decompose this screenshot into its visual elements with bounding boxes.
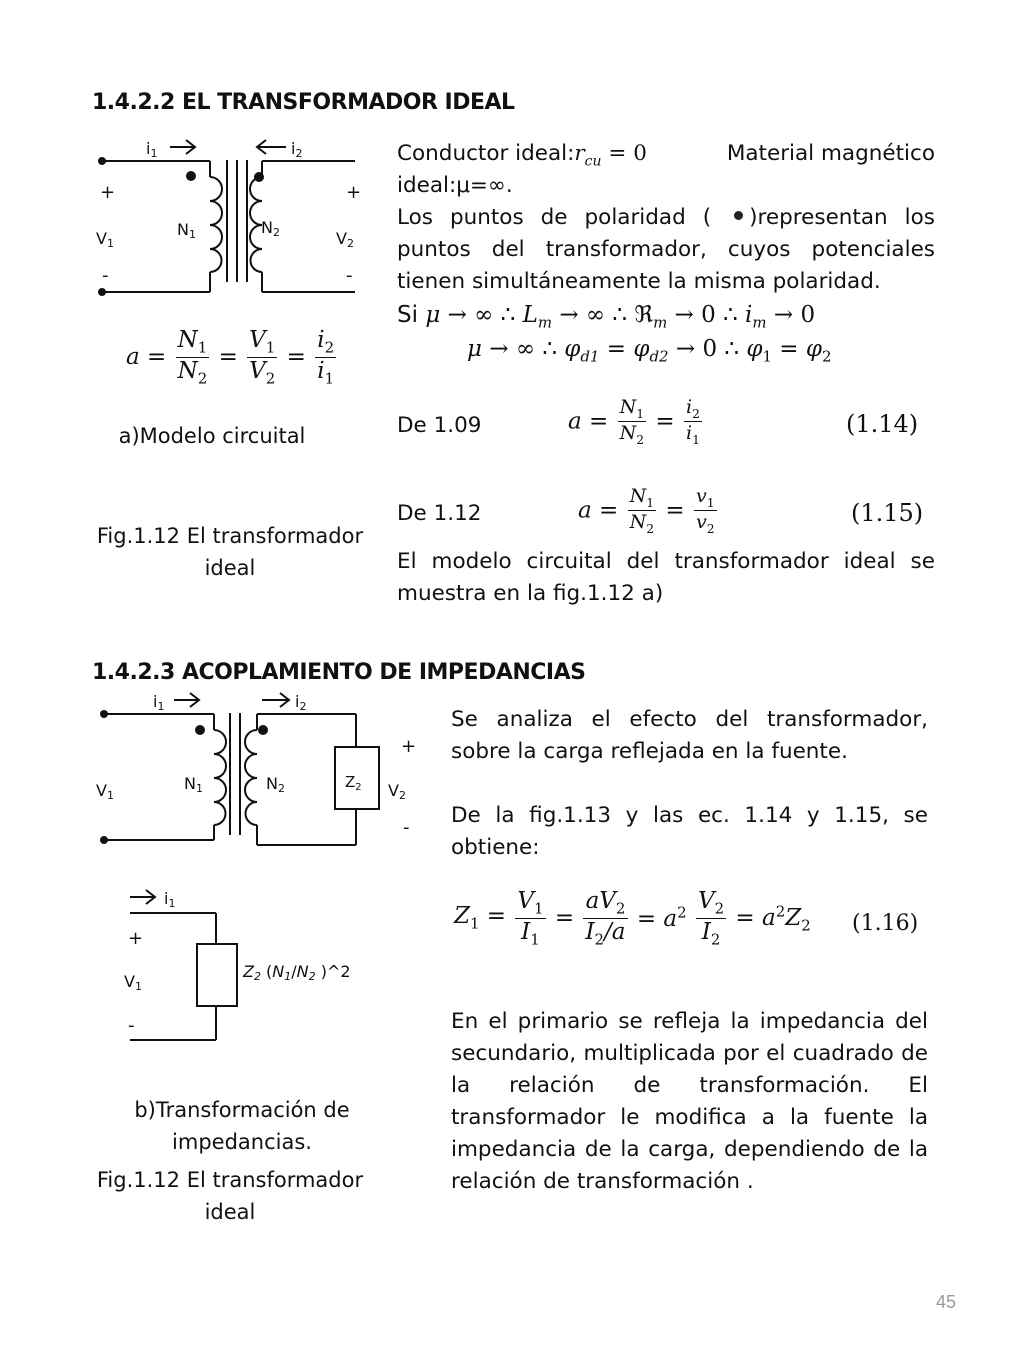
reflected-impedance-circuit-diagram xyxy=(120,880,380,1050)
secondary-minus: - xyxy=(346,265,353,286)
polarity-dot-secondary xyxy=(254,172,264,182)
caption-circuit-model: a)Modelo circuital xyxy=(118,424,306,448)
b-v2-label: V2 xyxy=(388,781,406,802)
page-number: 45 xyxy=(936,1292,957,1312)
analysis-paragraph: Se analiza el efecto del transformador, sobre la carga reflejada en la fuente. xyxy=(451,707,928,764)
primary-plus: + xyxy=(100,182,116,203)
b-polarity-dot-primary xyxy=(195,725,205,735)
mu-infinity-line: Si μ → ∞ ∴ $L_m$ → ∞ ∴ ℜ$_m$ → 0 ∴ $i_m \to 0$ xyxy=(397,302,816,332)
i1-label: i1 xyxy=(146,139,158,160)
i2-label: i2 xyxy=(291,139,303,160)
b-minus: - xyxy=(403,817,410,838)
polarity-dot-icon xyxy=(734,211,743,220)
equation-1-14: a = $\frac{N_1}{N_2}$ = $\frac{i_2}{i_1}$ xyxy=(568,396,700,447)
c-plus: + xyxy=(128,928,144,949)
equation-1-15: a = $\frac{N_1}{N_2}$ = $\frac{v_1}{v_2}$ xyxy=(578,485,715,536)
conductor-line: Conductor $ideal:r_{cu} = 0$ Material magnético xyxy=(397,141,935,170)
primary-top-terminal xyxy=(98,157,106,165)
b-plus: + xyxy=(401,736,417,757)
equation-number-1-14: (1.14) xyxy=(846,410,919,438)
v1-label: V1 xyxy=(96,229,114,250)
b-i1-label: i1 xyxy=(153,692,165,713)
c-minus: - xyxy=(128,1015,135,1036)
de-112-label: De 1.12 xyxy=(397,501,482,526)
c-i1-label: i1 xyxy=(164,889,176,910)
b-i2-label: i2 xyxy=(295,692,307,713)
conclusion-paragraph: En el primario se refleja la impedancia del secundario, multiplicada por el cuadrado de la relación de transformación. El transformador le modifica a la fuente la impedancia de la carga, dependiendo de la relación de transformación . xyxy=(451,1009,928,1194)
equation-1-16: $Z_1$ = $\frac{V_1}{I_1}$ = $\frac{aV_2}{I_2/a}$ = $a^2$ $\frac{V_2}{I_2}$ = $a^2Z_2$ xyxy=(454,888,811,949)
turns-ratio-formula: a = $\frac{N_1}{N_2}$ = $\frac{V_1}{V_2}$ = $\frac{i_2}{i_1}$ xyxy=(126,327,335,388)
b-v1-label: V1 xyxy=(96,781,114,802)
polarity-dot-primary xyxy=(186,171,196,181)
polarity-paragraph: Los puntos de polaridad ( )representan los puntos del transformador, cuyos potenciales tienen simultáneamente la misma polaridad. xyxy=(397,205,935,294)
b-polarity-dot-secondary xyxy=(258,725,268,735)
c-impedance-expression: Z2 (N1/N2 )^2 xyxy=(243,962,351,983)
flux-line: μ → ∞ ∴ $\varphi_{d1} = \varphi_{d2} \to 0$ ∴ $\varphi_1 = \varphi_2$ xyxy=(467,336,832,366)
ideal-transformer-circuit-diagram xyxy=(90,130,370,305)
equation-number-1-15: (1.15) xyxy=(851,499,924,527)
ideal-mu-line: ideal:μ=∞. xyxy=(397,173,513,198)
primary-bottom-terminal xyxy=(98,288,106,296)
from-fig-paragraph: De la fig.1.13 y las ec. 1.14 y 1.15, se obtiene: xyxy=(451,803,928,860)
impedance-coupling-circuit-diagram xyxy=(90,685,430,855)
b-n1-label: N1 xyxy=(184,774,203,795)
equation-number-1-16: (1.16) xyxy=(852,911,919,936)
figure-caption-2: Fig.1.12 El transformador ideal xyxy=(96,1168,364,1224)
caption-impedance-transformation: b)Transformación de impedancias. xyxy=(134,1098,350,1154)
b-z2-label: $Z_2$ xyxy=(345,773,362,793)
model-paragraph: El modelo circuital del transformador ideal se muestra en la fig.1.12 a) xyxy=(397,549,935,606)
section-heading-impedance-coupling: 1.4.2.3 ACOPLAMIENTO DE IMPEDANCIAS xyxy=(92,660,586,685)
c-equivalent-load-box xyxy=(197,944,237,1006)
primary-minus: - xyxy=(102,265,109,286)
de-109-label: De 1.09 xyxy=(397,413,482,438)
b-primary-top-terminal xyxy=(100,710,108,718)
b-n2-label: N2 xyxy=(266,774,285,795)
n2-label: N2 xyxy=(261,218,280,239)
c-v1-label: V1 xyxy=(124,972,142,993)
n1-label: N1 xyxy=(177,220,196,241)
b-primary-bottom-terminal xyxy=(100,836,108,844)
z2-load-box xyxy=(335,747,379,809)
v2-label: V2 xyxy=(336,229,354,250)
figure-caption-1: Fig.1.12 El transformador ideal xyxy=(96,524,364,580)
secondary-plus: + xyxy=(346,182,362,203)
section-heading-ideal-transformer: 1.4.2.2 EL TRANSFORMADOR IDEAL xyxy=(92,90,515,115)
